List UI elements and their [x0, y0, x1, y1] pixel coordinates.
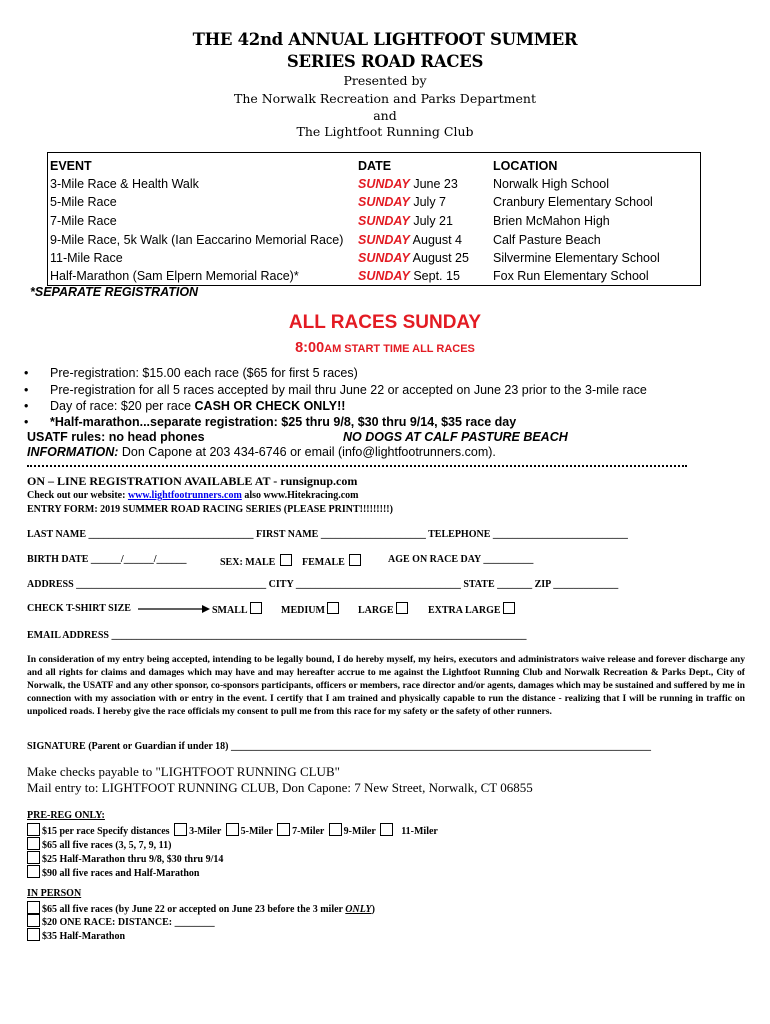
checkbox[interactable]	[277, 823, 290, 836]
event-date: SUNDAY June 23	[358, 177, 458, 191]
checkbox[interactable]	[27, 823, 40, 836]
checkbox[interactable]	[27, 851, 40, 864]
in-person-one-race-option[interactable]: $20 ONE RACE: DISTANCE: ________	[27, 914, 215, 928]
website-line: Check out our website: www.lightfootrunners.com also www.Hitekracing.com	[27, 490, 359, 501]
checkbox[interactable]	[27, 901, 40, 914]
and-text: and	[373, 108, 397, 123]
checkbox[interactable]	[349, 554, 361, 566]
name-telephone-fields[interactable]: LAST NAME _________________________________ FIRST NAME _____________________ TELEPHONE ___________________________	[27, 529, 628, 540]
checkbox[interactable]	[250, 602, 262, 614]
birth-date-field[interactable]: BIRTH DATE ______/______/______	[27, 554, 187, 565]
org-running-club: The Lightfoot Running Club	[296, 124, 474, 139]
email-field[interactable]: EMAIL ADDRESS ___________________________________________________________________________________	[27, 630, 527, 641]
in-person-five-races-option[interactable]: $65 all five races (by June 22 or accepted on June 23 before the 3 miler ONLY)	[27, 901, 375, 915]
event-location: Brien McMahon High	[493, 214, 610, 228]
arrow-right-icon	[138, 603, 210, 615]
event-date: SUNDAY July 7	[358, 195, 446, 209]
event-name: 11-Mile Race	[50, 251, 123, 265]
prereg-five-races-option[interactable]: $65 all five races (3, 5, 7, 9, 11)	[27, 837, 171, 851]
age-field[interactable]: AGE ON RACE DAY __________	[388, 554, 534, 565]
col-date-header: DATE	[358, 159, 392, 173]
list-item: • Pre-registration for all 5 races accepted by mail thru June 22 or accepted on June 23 prior to the 3-mile race	[26, 383, 623, 397]
event-date: SUNDAY July 21	[358, 214, 453, 228]
presented-by: Presented by	[343, 73, 427, 88]
event-location: Calf Pasture Beach	[493, 233, 601, 247]
checkbox[interactable]	[329, 823, 342, 836]
event-name: 9-Mile Race, 5k Walk (Ian Eaccarino Memorial Race)	[50, 233, 344, 247]
checkbox[interactable]	[174, 823, 187, 836]
event-location: Cranbury Elementary School	[493, 195, 653, 209]
prereg-heading: PRE-REG ONLY:	[27, 810, 105, 821]
list-item: • *Half-marathon...separate registration: $25 thru 9/8, $30 thru 9/14, $35 race day	[26, 415, 492, 429]
event-location: Norwalk High School	[493, 177, 610, 191]
col-event-header: EVENT	[50, 159, 92, 173]
separate-registration-note: *SEPARATE REGISTRATION	[30, 285, 199, 299]
waiver-text: In consideration of my entry being accepted, intending to be legally bound, I do hereby myself, my heirs, executors and administrators waive release and forever discharge any and all rights for claims and damages which may have and may hereafter accrue to me against the Lightfoot Running Club and Norwalk Recreation & Parks Dept., City of Norwalk, the USATF and any other sponsor, co-sponsors participants, officers or members, race director and/or agents, damages which may be sustained and suffered by me in connection with my association with or entry in the event. I certify that I am trained and physically capable to run the distance - realizing that I will be running in traffic on unpoliced roads. I hereby give the race officials my consent to pull me from this race for my safety or the safety of other runners.	[27, 654, 745, 717]
event-name: Half-Marathon (Sam Elpern Memorial Race)*	[50, 269, 299, 283]
no-dogs-note: NO DOGS AT CALF PASTURE BEACH	[343, 430, 568, 444]
checkbox[interactable]	[27, 865, 40, 878]
checkbox[interactable]	[327, 602, 339, 614]
dotted-divider	[27, 465, 687, 467]
event-location: Silvermine Elementary School	[493, 251, 660, 265]
sex-female-option[interactable]: FEMALE	[302, 554, 363, 568]
signature-field[interactable]: SIGNATURE (Parent or Guardian if under 18) ____________________________________________________________________________________	[27, 741, 651, 752]
event-date: SUNDAY Sept. 15	[358, 269, 460, 283]
checkbox[interactable]	[503, 602, 515, 614]
website-link[interactable]: www.lightfootrunners.com	[127, 490, 242, 501]
prereg-all-races-half-option[interactable]: $90 all five races and Half-Marathon	[27, 865, 199, 879]
information-line: INFORMATION: Don Capone at 203 434-6746 or email (info@lightfootrunners.com).	[27, 445, 496, 459]
tshirt-label: CHECK T-SHIRT SIZE	[27, 603, 131, 614]
event-name: 5-Mile Race	[50, 195, 117, 209]
org-recreation: The Norwalk Recreation and Parks Department	[233, 91, 536, 106]
event-name: 3-Mile Race & Health Walk	[50, 177, 199, 191]
in-person-half-marathon-option[interactable]: $35 Half-Marathon	[27, 928, 125, 942]
checkbox[interactable]	[280, 554, 292, 566]
event-date: SUNDAY August 4	[358, 233, 462, 247]
entry-form-title: ENTRY FORM: 2019 SUMMER ROAD RACING SERIES (PLEASE PRINT!!!!!!!!!)	[27, 504, 393, 515]
mail-entry: Mail entry to: LIGHTFOOT RUNNING CLUB, Don Capone: 7 New Street, Norwalk, CT 06855	[27, 780, 533, 795]
online-registration-heading: ON – LINE REGISTRATION AVAILABLE AT - runsignup.com	[27, 474, 358, 488]
event-date: SUNDAY August 25	[358, 251, 469, 265]
title-line-1: THE 42nd ANNUAL LIGHTFOOT SUMMER	[192, 30, 578, 49]
sex-male-option[interactable]: SEX: MALE	[220, 554, 294, 568]
all-races-sunday: ALL RACES SUNDAY	[288, 312, 482, 333]
prereg-per-race-option[interactable]: $15 per race Specify distances 3-Miler 5-Miler 7-Miler 9-Miler 11-Miler	[27, 823, 438, 837]
tshirt-medium-option[interactable]: MEDIUM	[281, 602, 341, 616]
col-location-header: LOCATION	[493, 159, 558, 173]
checkbox[interactable]	[27, 928, 40, 941]
start-time: 8:00AM START TIME ALL RACES	[295, 340, 475, 356]
tshirt-large-option[interactable]: LARGE	[358, 602, 410, 616]
address-city-state-zip-fields[interactable]: ADDRESS ______________________________________ CITY _________________________________ STATE _______ ZIP _____________	[27, 579, 619, 590]
usatf-rules: USATF rules: no head phones	[27, 430, 205, 444]
checks-payable: Make checks payable to "LIGHTFOOT RUNNING CLUB"	[27, 764, 340, 779]
checkbox[interactable]	[380, 823, 393, 836]
list-item: • Pre-registration: $15.00 each race ($65 for first 5 races)	[26, 366, 334, 380]
checkbox[interactable]	[226, 823, 239, 836]
tshirt-small-option[interactable]: SMALL	[212, 602, 264, 616]
title-line-2: SERIES ROAD RACES	[286, 52, 484, 71]
checkbox[interactable]	[27, 837, 40, 850]
in-person-heading: IN PERSON	[27, 888, 82, 899]
event-name: 7-Mile Race	[50, 214, 117, 228]
list-item: • Day of race: $20 per race CASH OR CHECK ONLY!!	[26, 399, 321, 413]
tshirt-xlarge-option[interactable]: EXTRA LARGE	[428, 602, 517, 616]
checkbox[interactable]	[396, 602, 408, 614]
checkbox[interactable]	[27, 914, 40, 927]
event-location: Fox Run Elementary School	[493, 269, 649, 283]
events-table	[47, 152, 701, 286]
prereg-half-marathon-option[interactable]: $25 Half-Marathon thru 9/8, $30 thru 9/14	[27, 851, 223, 865]
